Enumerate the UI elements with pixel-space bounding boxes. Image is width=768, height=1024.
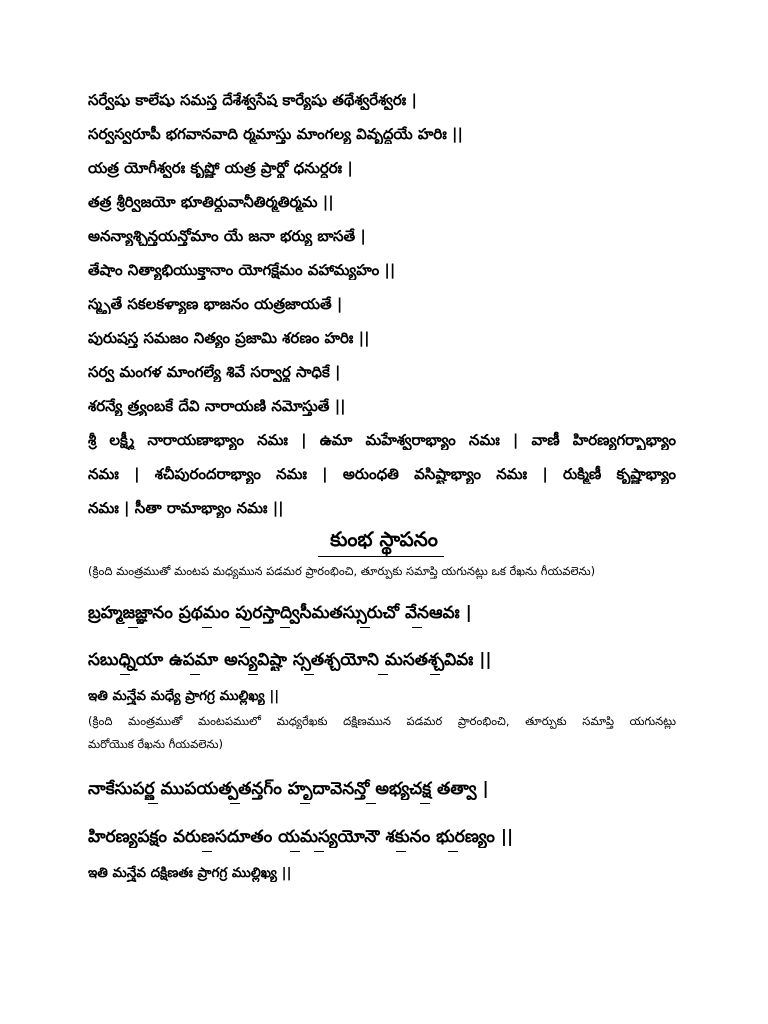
svara-mark <box>396 851 406 852</box>
verse-line-2: సర్వస్వరూపీ భగవానవాది ర్మమాస్తు మాంగల్య వివృద్ధయే హరిః || <box>88 125 463 143</box>
section-title-rule <box>318 556 444 557</box>
verse-line-7: స్మృతే సకలకళ్యాణ భాజనం యత్రజాయతే | <box>88 295 343 313</box>
section-title: కుంభ స్థాపనం <box>330 527 438 551</box>
mantra-line-1: బ్రహ్మజజ్ఞానం ప్రథమం పురస్తాద్విసీమతస్సురుచో వేనఆవః | <box>88 603 472 623</box>
closing-line-1: ఇతి మన్త్రేవ మధ్యే ప్రాగగ్ర ముల్లిఖ్య || <box>88 688 280 704</box>
verse-line-9: సర్వ మంగళ మాంగల్యే శివే సర్వార్థ సాధికే | <box>88 363 341 381</box>
svara-mark <box>366 803 376 804</box>
svara-mark <box>378 674 388 675</box>
verse-line-5: అనన్యాశ్చిన్తయన్తోమాం యే జనా భర్యు బాసతే | <box>88 227 366 245</box>
verse-line-3: యత్ర యోగీశ్వరః కృష్ణో యత్ర ప్రార్థో ధనుర్ధరః | <box>88 159 353 177</box>
verse-line-10: శరన్యే త్ర్యంబకే దేవి నారాయణి నమోస్తుతే || <box>88 397 346 415</box>
verse-line-6: తేషాం నిత్యాభియుక్తానాం యోగక్షేమం వహామ్యహం || <box>88 261 396 279</box>
svara-mark <box>448 851 458 852</box>
closing-line-2: ఇతి మన్త్రేవ దక్షిణతః ప్రాగగ్ర ముల్లిఖ్య || <box>88 865 292 881</box>
namah-line-3: నమః | సీతా రామాభ్యాం నమః || <box>88 499 284 517</box>
svara-mark <box>360 627 370 628</box>
svara-mark <box>120 674 130 675</box>
svara-mark <box>412 627 422 628</box>
namah-line-2: నమః | శచీపురందరాభ్యాం నమః | అరుంధతి వసిష్టాభ్యాం నమః | రుక్మిణీ కృష్ణాభ్యాం <box>88 465 676 483</box>
svara-mark <box>300 803 310 804</box>
svara-mark <box>314 851 324 852</box>
svara-mark <box>240 627 250 628</box>
svara-mark <box>190 674 200 675</box>
verse-line-1: సర్వేషు కాలేషు సమస్త దేశేశ్వసేష కార్యేషు తథేశ్వరేశ్వరః | <box>88 91 417 109</box>
svara-mark <box>304 674 314 675</box>
svara-mark <box>248 674 258 675</box>
svara-mark <box>148 803 158 804</box>
verse-line-8: పురుషస్త సమజం నిత్యం ప్రజామి శరణం హరిః || <box>88 329 370 347</box>
namah-line-1: శ్రీ లక్ష్మీ నారాయణాభ్యాం నమః | ఉమా మహేశ్వరాభ్యాం నమః | వాణీ హిరణ్యగర్భాభ్యాం <box>88 431 676 449</box>
mantra-line-2: సబుధ్నియా ఉపమా అస్యవిష్టా స్సతశ్చయోని మసతశ్చవివః || <box>88 650 492 670</box>
instruction-note-2-cont: మరోయొక రేఖను గీయవలెను) <box>88 737 223 751</box>
svara-mark <box>202 627 212 628</box>
verse-line-4: తత్ర శ్రీర్విజయో భూతిర్ధువానీతిర్మతిర్మమ || <box>88 193 334 211</box>
svara-mark <box>280 627 290 628</box>
mantra-line-4: హిరణ్యపక్షం వరుణసదూతం యమస్యయోనౌ శకునం భురణ్యం || <box>88 827 514 847</box>
svara-mark <box>202 851 212 852</box>
instruction-note-1: (క్రింది మంత్రముతో మంటప మధ్యమున పడమర ప్రారంభించి, తూర్పుకు సమాప్తి యగునట్లు ఒక రేఖను గీయవలెను) <box>88 564 596 578</box>
svara-mark <box>430 674 440 675</box>
svara-mark <box>230 803 240 804</box>
svara-mark <box>420 803 430 804</box>
svara-mark <box>290 851 300 852</box>
svara-mark <box>128 627 138 628</box>
mantra-line-3: నాకేసుపర్ణ ముపయత్పతన్తగ్ం హృదావెనన్తో అభ్యచక్ష తత్వా | <box>88 779 489 799</box>
instruction-note-2: (క్రింది మంత్రముతో మంటపములో మధ్యరేఖకు దక్షిణమున పడమర ప్రారంభించి, తూర్పుకు సమాప్తి యగునట్లు <box>88 714 676 728</box>
